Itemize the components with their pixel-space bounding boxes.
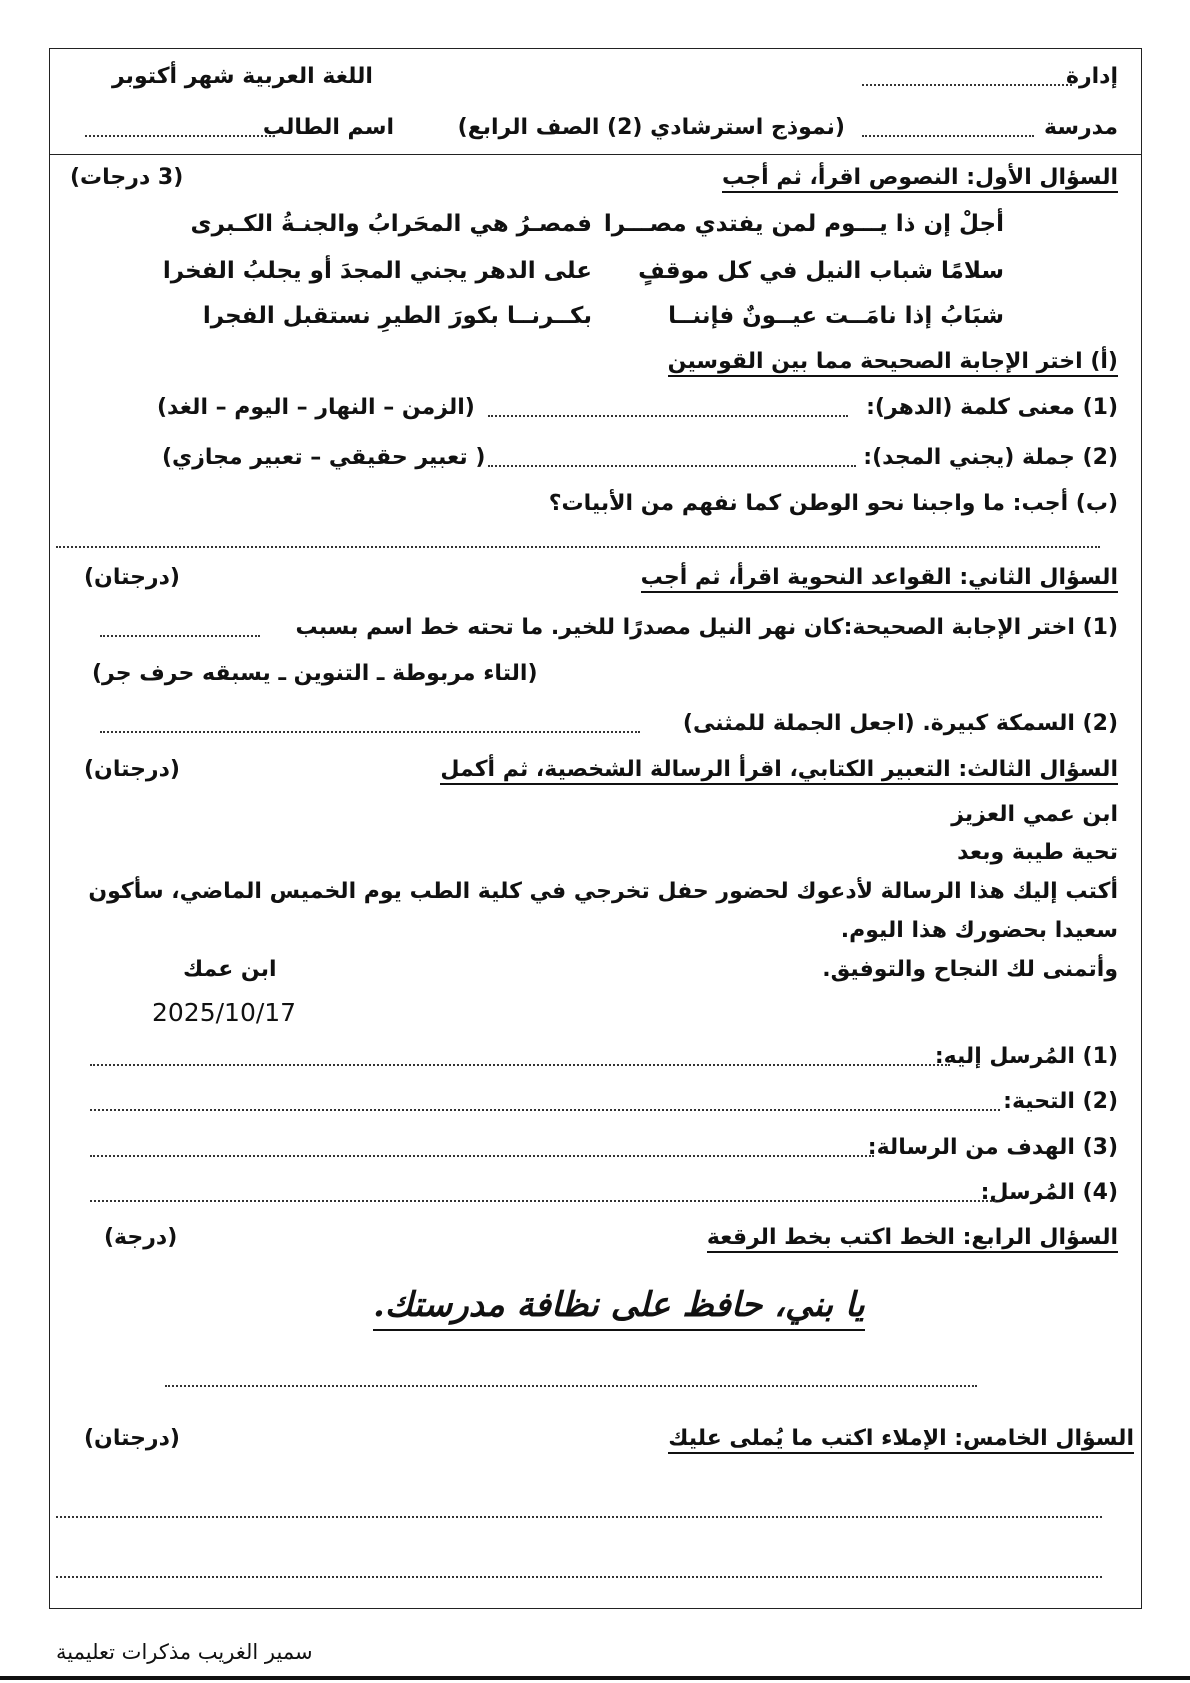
q3-item4-answer[interactable] bbox=[90, 1200, 996, 1202]
admin-label: إدارة bbox=[1065, 64, 1118, 89]
q3-item3-answer[interactable] bbox=[90, 1155, 874, 1157]
letter-greeting: ابن عمي العزيز bbox=[951, 802, 1118, 827]
letter-date: 2025/10/17 bbox=[152, 998, 297, 1027]
q1-part-b-answer[interactable] bbox=[56, 546, 1100, 548]
letter-closing: وأتمنى لك النجاح والتوفيق. bbox=[822, 957, 1118, 982]
model-label: (نموذج استرشادي (2) الصف الرابع) bbox=[457, 115, 845, 140]
q3-item4: (4) المُرسل: bbox=[980, 1180, 1118, 1205]
student-name-label: اسم الطالب bbox=[262, 115, 394, 140]
calligraphy-answer[interactable] bbox=[165, 1385, 977, 1387]
q1-item2-options: ( تعبير حقيقي – تعبير مجازي) bbox=[162, 445, 486, 470]
q3-title: السؤال الثالث: التعبير الكتابي، اقرأ الرسالة الشخصية، ثم أكمل bbox=[440, 755, 1118, 785]
q1-item1-answer[interactable] bbox=[488, 415, 848, 417]
q2-item1-options: (التاء مربوطة ـ التنوين ـ يسبقه حرف جر) bbox=[92, 661, 538, 686]
q5-marks: (درجتان) bbox=[84, 1426, 180, 1451]
q3-item1-answer[interactable] bbox=[90, 1064, 950, 1066]
q3-marks: (درجتان) bbox=[84, 757, 180, 782]
q2-title: السؤال الثاني: القواعد النحوية اقرأ، ثم أجب bbox=[641, 563, 1118, 593]
q2-marks: (درجتان) bbox=[84, 565, 180, 590]
header-divider bbox=[49, 154, 1142, 155]
q3-item1: (1) المُرسل إليه: bbox=[934, 1044, 1118, 1069]
q1-marks: (3 درجات) bbox=[70, 165, 184, 190]
q4-title: السؤال الرابع: الخط اكتب بخط الرقعة bbox=[707, 1223, 1118, 1253]
q2-item1: (1) اختر الإجابة الصحيحة:كان نهر النيل مصدرًا للخير. ما تحته خط اسم بسبب bbox=[295, 615, 1118, 640]
verse-3-left: بكــرنــا بكورَ الطيرِ نستقبل الفجرا bbox=[202, 303, 592, 329]
footer-credit: سمير الغريب مذكرات تعليمية bbox=[56, 1640, 313, 1664]
q1-part-a: (أ) اختر الإجابة الصحيحة مما بين القوسين bbox=[668, 347, 1118, 377]
q2-item1-answer[interactable] bbox=[100, 635, 260, 637]
subject-title: اللغة العربية شهر أكتوبر bbox=[112, 64, 373, 89]
admin-field[interactable] bbox=[862, 84, 1072, 86]
q1-title: السؤال الأول: النصوص اقرأ، ثم أجب bbox=[722, 163, 1118, 193]
q4-marks: (درجة) bbox=[104, 1225, 178, 1250]
q3-item2: (2) التحية: bbox=[1003, 1089, 1118, 1114]
letter-salutation: تحية طيبة وبعد bbox=[957, 840, 1118, 865]
q1-item1-label: (1) معنى كلمة (الدهر): bbox=[866, 395, 1118, 420]
q2-item2-answer[interactable] bbox=[100, 731, 640, 733]
dictation-line-2[interactable] bbox=[56, 1576, 1102, 1578]
q2-item2: (2) السمكة كبيرة. (اجعل الجملة للمثنى) bbox=[682, 711, 1118, 736]
q1-part-b: (ب) أجب: ما واجبنا نحو الوطن كما نفهم من الأبيات؟ bbox=[548, 491, 1118, 516]
q3-item3: (3) الهدف من الرسالة: bbox=[867, 1135, 1118, 1160]
verse-2-left: على الدهر يجني المجدَ أو يجلبُ الفخرا bbox=[162, 258, 592, 284]
verse-2-right: سلامًا شباب النيل في كل موقفٍ bbox=[638, 258, 1004, 284]
student-name-field[interactable] bbox=[85, 135, 275, 137]
q1-item2-label: (2) جملة (يجني المجد): bbox=[863, 445, 1118, 470]
verse-3-right: شبَابُ إذا نامَــت عيــونٌ فإننــا bbox=[668, 303, 1004, 329]
q1-item2-answer[interactable] bbox=[488, 465, 856, 467]
school-label: مدرسة bbox=[1044, 115, 1118, 140]
q1-item1-options: (الزمن – النهار – اليوم – الغد) bbox=[157, 395, 475, 420]
verse-1-left: فمصـرُ هي المحَرابُ والجنـةُ الكـبرى bbox=[190, 211, 592, 237]
bottom-rule bbox=[0, 1676, 1190, 1680]
calligraphy-sentence: يا بني، حافظ على نظافة مدرستك. bbox=[373, 1285, 865, 1331]
letter-body-1: أكتب إليك هذا الرسالة لأدعوك لحضور حفل تخرجي في كلية الطب يوم الخميس الماضي، سأكون bbox=[88, 879, 1118, 904]
q5-title: السؤال الخامس: الإملاء اكتب ما يُملى عليك bbox=[668, 1424, 1134, 1454]
school-field[interactable] bbox=[862, 135, 1034, 137]
letter-signature: ابن عمك bbox=[183, 957, 277, 982]
dictation-line-1[interactable] bbox=[56, 1516, 1102, 1518]
q3-item2-answer[interactable] bbox=[90, 1109, 1000, 1111]
verse-1-right: أجلْ إن ذا يـــوم لمن يفتدي مصـــرا bbox=[603, 211, 1004, 237]
letter-body-2: سعيدا بحضورك هذا اليوم. bbox=[840, 918, 1118, 943]
